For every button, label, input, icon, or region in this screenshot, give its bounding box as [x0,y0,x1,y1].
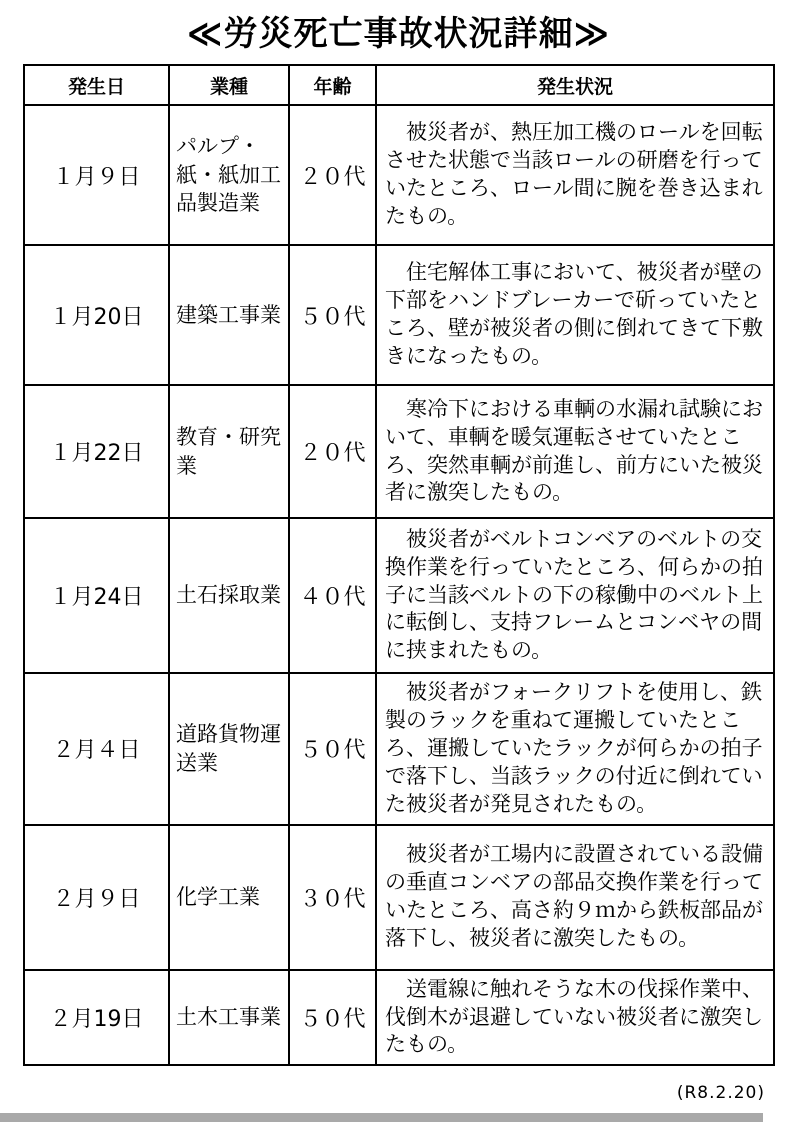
situation-cell: 被災者がベルトコンベアのベルトの交換作業を行っていたところ、何らかの拍子に当該ベルトの下の稼働中のベルト上に転倒し、支持フレームとコンベヤの間に挟まれたもの。 [376,518,774,673]
table-row [24,970,774,1066]
situation-cell: 被災者がフォークリフトを使用し、鉄製のラックを重ねて運搬していたところ、運搬していたラックが何らかの拍子で落下し、当該ラックの付近に倒れていた被災者が発見されたもの。 [376,673,774,825]
situation-cell: 寒冷下における車輌の水漏れ試験において、車輌を暖気運転させていたところ、突然車輌が前進し、前方にいた被災者に激突したもの。 [376,385,774,518]
age-cell: ５０代 [289,673,376,825]
page-title: ≪労災死亡事故状況詳細≫ [186,14,611,54]
age-cell: ２０代 [289,105,376,245]
date-cell: １月20日 [24,245,169,385]
age-cell: ５０代 [289,970,376,1066]
revision-date: (R8.2.20) [676,1083,765,1103]
situation-cell: 被災者が工場内に設置されている設備の垂直コンベアの部品交換作業を行っていたところ、高さ約９ｍから鉄板部品が落下し、被災者に激突したもの。 [376,825,774,970]
header-date: 発生日 [24,65,169,105]
table-row [24,825,774,970]
situation-cell: 被災者が、熱圧加工機のロールを回転させた状態で当該ロールの研磨を行っていたところ、ロール間に腕を巻き込まれたもの。 [376,105,774,245]
situation-cell: 送電線に触れそうな木の伐採作業中、伐倒木が退避していない被災者に激突したもの。 [376,970,774,1066]
industry-cell: 土石採取業 [169,518,289,673]
table-row [24,105,774,245]
table-row [24,518,774,673]
horizontal-scrollbar[interactable] [0,1113,763,1122]
date-cell: １月９日 [24,105,169,245]
industry-cell: 土木工事業 [169,970,289,1066]
industry-cell: パルプ・紙・紙加工品製造業 [169,105,289,245]
header-industry: 業種 [169,65,289,105]
industry-cell: 建築工事業 [169,245,289,385]
accident-table [23,64,775,1066]
age-cell: ２０代 [289,385,376,518]
situation-cell: 住宅解体工事において、被災者が壁の下部をハンドブレーカーで斫っていたところ、壁が被災者の側に倒れてきて下敷きになったもの。 [376,245,774,385]
date-cell: １月24日 [24,518,169,673]
date-cell: ２月４日 [24,673,169,825]
date-cell: ２月19日 [24,970,169,1066]
table-row [24,673,774,825]
industry-cell: 道路貨物運送業 [169,673,289,825]
age-cell: ５０代 [289,245,376,385]
header-age: 年齢 [289,65,376,105]
table-header-row [24,65,774,105]
table-row [24,385,774,518]
header-situation: 発生状況 [376,65,774,105]
industry-cell: 化学工業 [169,825,289,970]
age-cell: ４０代 [289,518,376,673]
date-cell: ２月９日 [24,825,169,970]
table-row [24,245,774,385]
age-cell: ３０代 [289,825,376,970]
industry-cell: 教育・研究業 [169,385,289,518]
date-cell: １月22日 [24,385,169,518]
